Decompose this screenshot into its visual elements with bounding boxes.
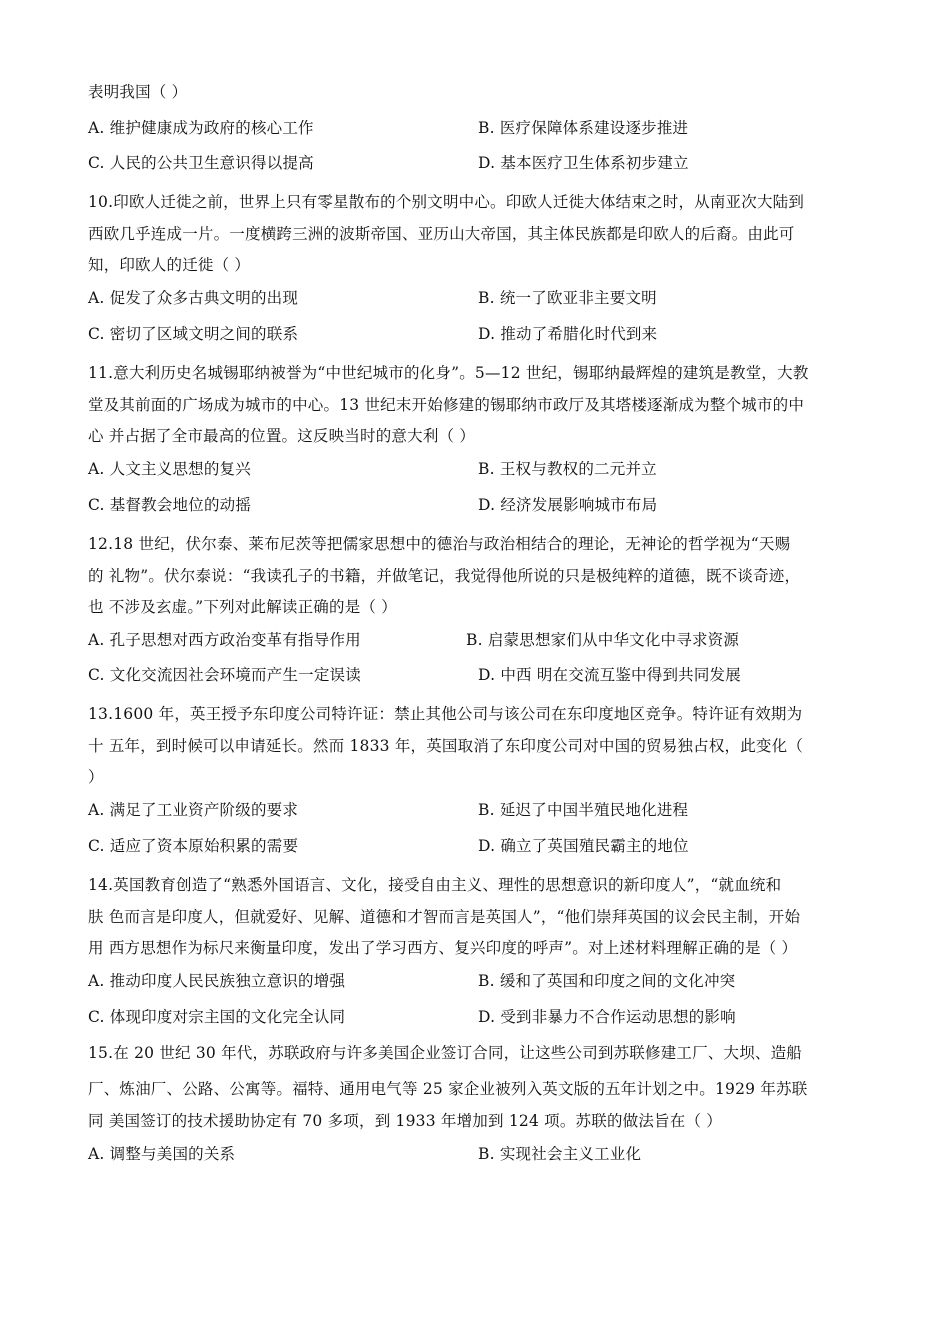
q13-stem-line-1: 13.1600 年，英王授予东印度公司特许证：禁止其他公司与该公司在东印度地区竞争。特许证有效期为 (88, 705, 803, 723)
q12-option-c[interactable]: C. 文化交流因社会环境而产生一定误读 (88, 666, 361, 684)
q10-option-d[interactable]: D. 推动了希腊化时代到来 (478, 325, 658, 343)
q13-stem-line-2: 十 五年，到时候可以申请延长。然而 1833 年，英国取消了东印度公司对中国的贸易独占权，此变化（ (88, 737, 804, 755)
q9-option-a[interactable]: A. 维护健康成为政府的核心工作 (88, 119, 314, 137)
q11-stem-line-1: 11.意大利历史名城锡耶纳被誉为“中世纪城市的化身”。5—12 世纪，锡耶纳最辉煌的建筑是教堂，大教 (88, 364, 809, 382)
q13-option-a[interactable]: A. 满足了工业资产阶级的要求 (88, 801, 299, 819)
q14-option-b[interactable]: B. 缓和了英国和印度之间的文化冲突 (478, 972, 736, 990)
q10-option-c[interactable]: C. 密切了区域文明之间的联系 (88, 325, 299, 343)
q11-option-c[interactable]: C. 基督教会地位的动摇 (88, 496, 252, 514)
q9-option-b[interactable]: B. 医疗保障体系建设逐步推进 (478, 119, 689, 137)
q12-option-b[interactable]: B. 启蒙思想家们从中华文化中寻求资源 (466, 631, 740, 649)
q10-stem-line-3: 知，印欧人的迁徙（ ） (88, 256, 251, 274)
q11-stem-line-2: 堂及其前面的广场成为城市的中心。13 世纪末开始修建的锡耶纳市政厅及其塔楼逐渐成为整个城市的中 (88, 396, 805, 414)
q9-stem-end: 表明我国（ ） (88, 83, 188, 101)
q12-stem-line-2: 的 礼物”。伏尔泰说：“我读孔子的书籍，并做笔记，我觉得他所说的只是极纯粹的道德，既不谈奇迹， (88, 567, 801, 585)
q12-option-a[interactable]: A. 孔子思想对西方政治变革有指导作用 (88, 631, 361, 649)
q14-option-d[interactable]: D. 受到非暴力不合作运动思想的影响 (478, 1008, 736, 1026)
q11-option-d[interactable]: D. 经济发展影响城市布局 (478, 496, 658, 514)
q11-stem-line-3: 心 并占据了全市最高的位置。这反映当时的意大利（ ） (88, 427, 476, 445)
q14-stem-line-1: 14.英国教育创造了“熟悉外国语言、文化，接受自由主义、理性的思想意识的新印度人”，“就血统和 (88, 876, 782, 894)
q14-option-a[interactable]: A. 推动印度人民民族独立意识的增强 (88, 972, 346, 990)
q13-option-d[interactable]: D. 确立了英国殖民霸主的地位 (478, 837, 689, 855)
q15-stem-line-3: 同 美国签订的技术援助协定有 70 多项，到 1933 年增加到 124 项。苏联的做法旨在（ ） (88, 1112, 722, 1130)
q14-stem-line-2: 肤 色而言是印度人，但就爱好、见解、道德和才智而言是英国人”，“他们崇拜英国的议会民主制，开始 (88, 908, 801, 926)
q15-stem-line-2: 厂、炼油厂、公路、公寓等。福特、通用电气等 25 家企业被列入英文版的五年计划之中。1929 年苏联 (88, 1080, 808, 1098)
q13-option-b[interactable]: B. 延迟了中国半殖民地化进程 (478, 801, 689, 819)
q10-option-a[interactable]: A. 促发了众多古典文明的出现 (88, 289, 299, 307)
q13-option-c[interactable]: C. 适应了资本原始积累的需要 (88, 837, 299, 855)
q11-option-a[interactable]: A. 人文主义思想的复兴 (88, 460, 251, 478)
q15-stem-line-1: 15.在 20 世纪 30 年代，苏联政府与许多美国企业签订合同，让这些公司到苏联修建工厂、大坝、造船 (88, 1044, 803, 1062)
q12-stem-line-3: 也 不涉及玄虚。”下列对此解读正确的是（ ） (88, 598, 397, 616)
q11-option-b[interactable]: B. 王权与教权的二元并立 (478, 460, 657, 478)
q15-option-b[interactable]: B. 实现社会主义工业化 (478, 1145, 642, 1163)
q10-option-b[interactable]: B. 统一了欧亚非主要文明 (478, 289, 657, 307)
q12-option-d[interactable]: D. 中西 明在交流互鉴中得到共同发展 (478, 666, 741, 684)
q10-stem-line-2: 西欧几乎连成一片。一度横跨三洲的波斯帝国、亚历山大帝国，其主体民族都是印欧人的后裔。由此可 (88, 225, 795, 243)
q15-option-a[interactable]: A. 调整与美国的关系 (88, 1145, 236, 1163)
q12-stem-line-1: 12.18 世纪，伏尔泰、莱布尼茨等把儒家思想中的德治与政治相结合的理论，无神论的哲学视为“天赐 (88, 535, 791, 553)
q10-stem-line-1: 10.印欧人迁徙之前，世界上只有零星散布的个别文明中心。印欧人迁徙大体结束之时，从南亚次大陆到 (88, 193, 805, 211)
q9-option-d[interactable]: D. 基本医疗卫生体系初步建立 (478, 154, 689, 172)
q9-option-c[interactable]: C. 人民的公共卫生意识得以提高 (88, 154, 314, 172)
q14-option-c[interactable]: C. 体现印度对宗主国的文化完全认同 (88, 1008, 346, 1026)
q14-stem-line-3: 用 西方思想作为标尺来衡量印度，发出了学习西方、复兴印度的呼声”。对上述材料理解正确的是（ ） (88, 939, 798, 957)
q13-stem-line-3: ） (88, 768, 104, 786)
